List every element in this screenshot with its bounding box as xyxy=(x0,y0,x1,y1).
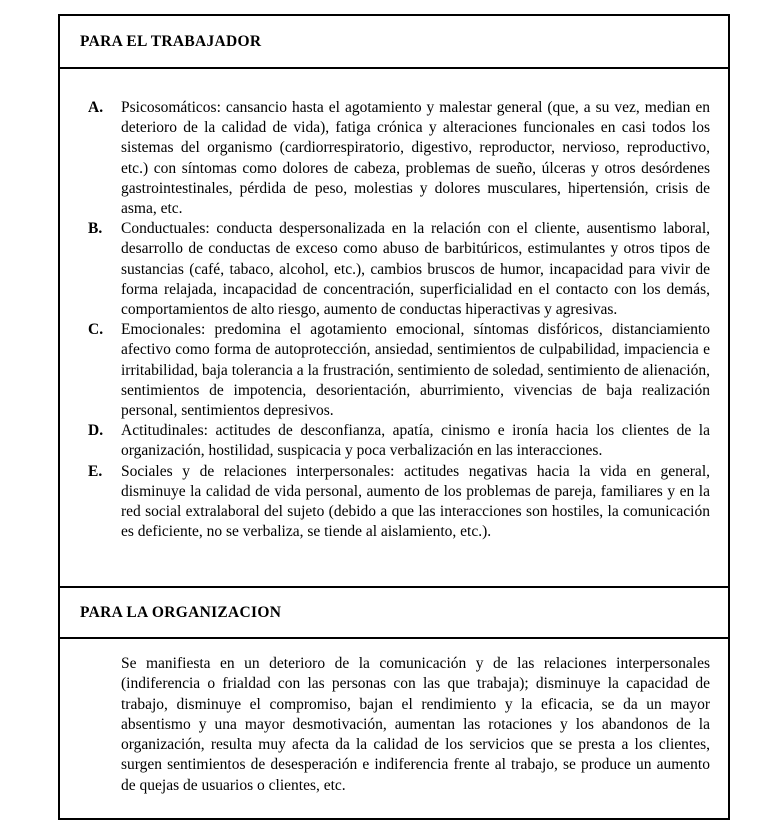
list-item-psicosomaticos xyxy=(60,98,728,219)
list-item-actitudinales xyxy=(60,421,728,461)
section-title-trabajador: PARA EL TRABAJADOR xyxy=(80,32,262,50)
list-item-label: B. xyxy=(88,220,103,238)
list-item-text: Emocionales: predomina el agotamiento emocional, síntomas disfóricos, distanciamiento afectivo como forma de autoprotección, ansiedad, sentimientos de culpabilidad, impaciencia e irritabilidad, baja tolerancia a la frustración, sentimiento de soledad, sentimiento de alienación, sentimientos de impotencia, desorientación, aburrimiento, vivencias de baja realización personal, sentimientos depresivos. xyxy=(121,321,710,420)
section-title-organizacion: PARA LA ORGANIZACION xyxy=(80,603,282,621)
list-item-label: A. xyxy=(88,99,104,116)
list-item-label: E. xyxy=(88,462,103,480)
organizacion-paragraph: Se manifiesta en un deterioro de la comunicación y de las relaciones interpersonales (indiferencia o frialdad con las personas con las que trabaja); disminuye la capacidad de trabajo, disminuye el compromiso, bajan el rendimiento y la eficacia, se da un mayor absentismo y una mayor desmotivación, aumentan las rotaciones y los abandonos de la organización, resulta muy afecta da la calidad de los servicios que se presta a los clientes, surgen sentimientos de desesperación e indiferencia frente al trabajo, se produce un aumento de quejas de usuarios o clientes, etc. xyxy=(121,655,710,794)
list-item-label: D. xyxy=(88,422,104,440)
list-item-label: C. xyxy=(88,321,104,339)
list-item-conductuales xyxy=(60,219,728,320)
list-item-emocionales xyxy=(60,320,728,421)
list-item-sociales xyxy=(60,462,728,543)
list-item-text: Psicosomáticos: cansancio hasta el agotamiento y malestar general (que, a su vez, median en deterioro de la calidad de vida), fatiga crónica y alteraciones funcionales en casi todos los sistemas del organismo (cardiorrespiratorio, digestivo, reproductor, nervioso, reproductivo, etc.) con síntomas como dolores de cabeza, problemas de sueño, úlceras y otros desórdenes gastrointestinales, pérdida de peso, molestias y dolores musculares, hipertensión, crisis de asma, etc. xyxy=(121,99,710,218)
consequences-table xyxy=(58,14,730,820)
list-item-text: Conductuales: conducta despersonalizada en la relación con el cliente, ausentismo laboral, desarrollo de conductas de exceso como abuso de barbitúricos, estimulantes y otros tipos de sustancias (café, tabaco, alcohol, etc.), cambios bruscos de humor, incapacidad para vivir de forma relajada, incapacidad de concentración, superficialidad en el contacto con los demás, comportamientos de alto riesgo, aumento de conductas hiperactivas y agresivas. xyxy=(121,220,710,319)
list-item-text: Sociales y de relaciones interpersonales: actitudes negativas hacia la vida en general, disminuye la calidad de vida personal, aumento de los problemas de pareja, familiares y en la red social extralaboral del sujeto (debido a que las interacciones son hostiles, la comunicación es deficiente, no se verbaliza, se tiende al aislamiento, etc.). xyxy=(121,462,710,541)
section-content-trabajador xyxy=(60,69,728,588)
list-item-text: Actitudinales: actitudes de desconfianza, apatía, cinismo e ironía hacia los clientes de la organización, hostilidad, suspicacia y poca verbalización en las interacciones. xyxy=(121,422,710,460)
section-header-trabajador xyxy=(60,16,728,69)
section-content-organizacion xyxy=(60,639,728,818)
section-header-organizacion xyxy=(60,588,728,639)
